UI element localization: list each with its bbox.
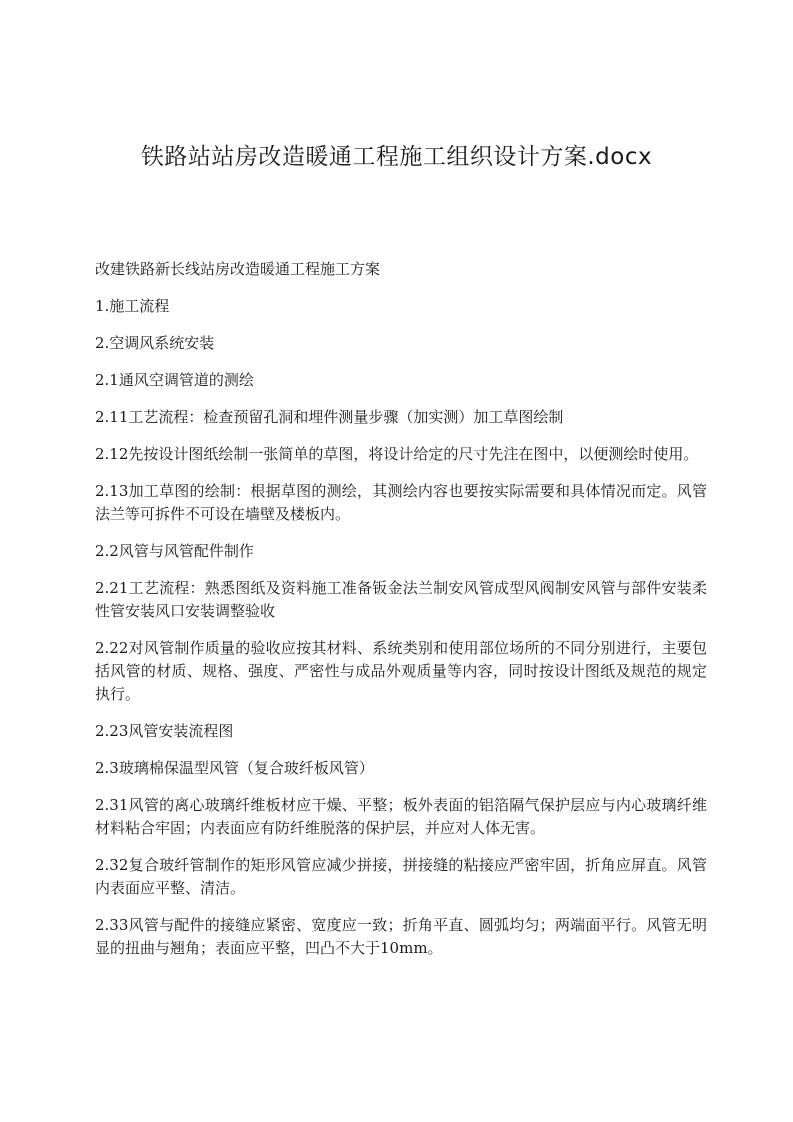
paragraph-section-2-2: 2.2风管与风管配件制作 <box>95 542 254 560</box>
paragraph-section-2-21: 2.21工艺流程：熟悉图纸及资料施工准备钣金法兰制安风管成型风阀制安风管与部件安装柔性管安装风口安装调整验收 <box>95 579 707 620</box>
paragraph-section-2-22: 2.22对风管制作质量的验收应按其材料、系统类别和使用部位场所的不同分别进行，主要包括风管的材质、规格、强度、严密性与成品外观质量等内容，同时按设计图纸及规范的规定执行。 <box>95 639 707 703</box>
paragraph-section-2-31: 2.31风管的离心玻璃纤维板材应干燥、平整；板外表面的铝箔隔气保护层应与内心玻璃纤维材料粘合牢固；内表面应有防纤维脱落的保护层，并应对人体无害。 <box>95 796 707 837</box>
paragraph-subtitle: 改建铁路新长线站房改造暖通工程施工方案 <box>95 260 381 278</box>
paragraph-section-2-12: 2.12先按设计图纸绘制一张简单的草图，将设计给定的尺寸先注在图中，以便测绘时使用。 <box>95 445 699 463</box>
document-title: 铁路站站房改造暖通工程施工组织设计方案.docx <box>140 144 653 170</box>
paragraph-section-2-3: 2.3玻璃棉保温型风管（复合玻纤板风管） <box>95 759 374 777</box>
paragraph-section-2-32: 2.32复合玻纤管制作的矩形风管应减少拼接，拼接缝的粘接应严密牢固，折角应屏直。风管内表面应平整、清洁。 <box>95 856 707 897</box>
paragraph-section-2-33: 2.33风管与配件的接缝应紧密、宽度应一致；折角平直、圆弧均匀；两端面平行。风管无明显的扭曲与翘角；表面应平整，凹凸不大于10mm。 <box>95 916 707 957</box>
paragraph-section-2-13: 2.13加工草图的绘制：根据草图的测绘，其测绘内容也要按实际需要和具体情况而定。风管法兰等可拆件不可设在墙壁及楼板内。 <box>95 482 707 523</box>
paragraph-section-2-11: 2.11工艺流程：检查预留孔洞和埋件测量步骤（加实测）加工草图绘制 <box>95 408 564 426</box>
paragraph-section-2-1: 2.1通风空调管道的测绘 <box>95 371 254 389</box>
paragraph-section-2: 2.空调风系统安装 <box>95 334 215 352</box>
document-body <box>95 258 707 974</box>
paragraph-section-1: 1.施工流程 <box>95 297 170 315</box>
paragraph-section-2-23: 2.23风管安装流程图 <box>95 722 234 740</box>
